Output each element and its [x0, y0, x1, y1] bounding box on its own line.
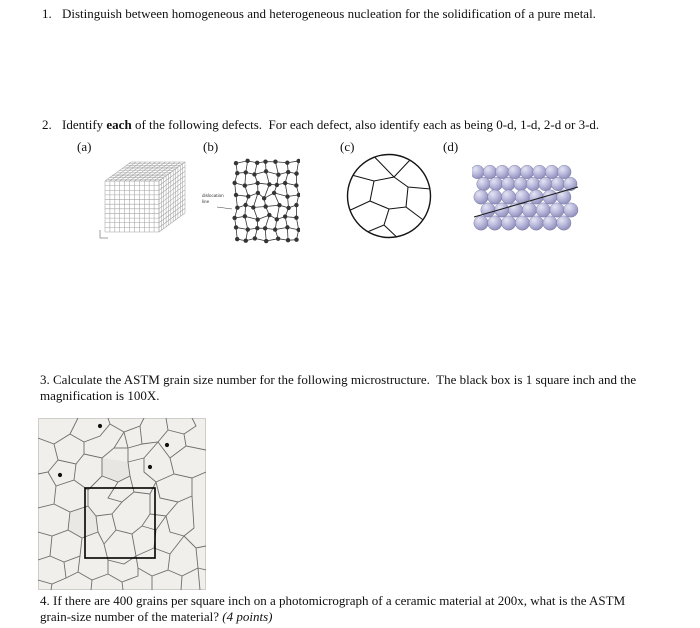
- dislocation-label-line1: dislocation: [202, 193, 224, 198]
- defect-figure-c-grain-boundaries: [344, 151, 436, 243]
- figure-label-a: (a): [77, 139, 92, 154]
- question-1: [42, 6, 652, 22]
- question-4: [40, 593, 652, 625]
- question-1-text: Distinguish between homogeneous and heterogeneous nucleation for the solidification of a pure metal.: [62, 6, 596, 21]
- figure-label-c: (c): [340, 139, 355, 154]
- question-1-number: 1.: [42, 6, 52, 21]
- question-2-number: 2.: [42, 117, 52, 132]
- defect-figure-a-lattice-cube: [97, 150, 192, 242]
- question-4-points: (4 points): [222, 609, 273, 625]
- defect-figure-b-edge-dislocation: [202, 155, 300, 249]
- grain-boundary-lines: [351, 158, 430, 237]
- question-2-text-post: of the following defects. For each defect, also identify each as being 0-d, 1-d, 2-d or 3-d.: [131, 117, 600, 132]
- question-2-text: [62, 117, 599, 133]
- question-2-text-pre: Identify: [62, 117, 107, 132]
- question-2-bold-word: each: [106, 117, 132, 132]
- grain-circle-outline: [348, 155, 431, 238]
- defect-figure-d-sphere-dislocation: [472, 163, 580, 239]
- question-2: [42, 117, 687, 133]
- grain-microstructure-image: [38, 418, 206, 590]
- figure-label-b: (b): [203, 139, 219, 154]
- dislocation-label-line2: line: [202, 199, 210, 204]
- dislocation-arrow: [217, 207, 232, 209]
- figure-label-d: (d): [443, 139, 459, 154]
- question-4-text: 4. If there are 400 grains per square inch on a photomicrograph of a ceramic material at 200x, what is the ASTM grain-size number of the material?: [40, 593, 629, 625]
- question-3-text: 3. Calculate the ASTM grain size number for the following microstructure. The black box is 1 square inch and the magnification is 100X.: [40, 372, 640, 404]
